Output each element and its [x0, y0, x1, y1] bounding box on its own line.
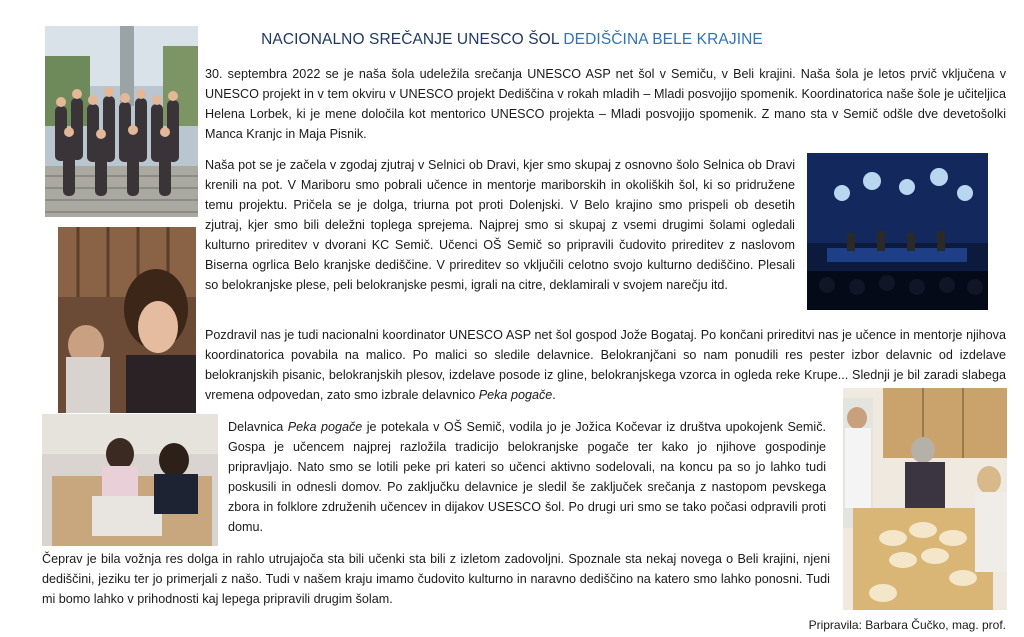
author-credit: Pripravila: Barbara Čučko, mag. prof. [808, 618, 1006, 632]
stage-photo [807, 153, 988, 310]
selfie-photo [58, 227, 196, 413]
paragraph-conclusion: Čeprav je bila vožnja res dolga in rahlo utrujajoča sta bili učenki sta bili z izletom zadovoljni. Spoznale sta nekaj novega o Beli krajini, njeni dediščini, jeziku ter jo primerjali z našo. Tudi v našem kraju imamo čudovito kulturno in naravno dediščino na katero smo lahko ponosni. Tudi mi bomo lahko v prihodnosti kaj lepega pripravili drugim šolam. [42, 552, 830, 606]
paragraph-journey: Naša pot se je začela v zgodaj zjutraj v Selnici ob Dravi, kjer smo skupaj z osnovno šolo Selnica ob Dravi krenili na pot. V Mariboru smo pobrali učence in mentorje mariborskih in okoliških šol, ki so pridružene temu projektu. Pričela se je dolga, triurna pot proti Dolenjski. V Belo krajino smo prispeli ob desetih zjutraj, kjer smo bili deležni toplega sprejema. Najprej smo si skupaj z vsemi drugimi šolami ogledali kulturno prireditev v dvorani KC Semič. Učenci OŠ Semič so pripravili čudovito prireditev z naslovom Biserna ogrlica Belo kranjske dediščine. V prireditev so vključili celotno svojo kulturno dediščino. Plesali so belokranjske plese, peli belokranjske pesmi, igrali na citre, deklamirali v svojem narečju itd. [205, 158, 795, 292]
group-photo [45, 26, 198, 217]
paragraph-workshops [205, 325, 1006, 405]
baking-workshop-emphasis: Peka pogače [287, 420, 363, 434]
workshop-table-photo [42, 414, 218, 546]
paragraph-intro: 30. septembra 2022 se je naša šola udeležila srečanja UNESCO ASP net šol v Semiču, v Beli krajini. Naša šola je letos prvič vključena v UNESCO projekt in v tem okviru v UNESCO projekt Dediščina v rokah mladih – Mladi posvojijo spomenik. Koordinatorica naše šole je učiteljica Helena Lorbek, ki je mene določila kot mentorico UNESCO projekta – Mladi posvojijo spomenik. Z mano sta v Semič odšle dve devetošolki Manca Kranjc in Maja Pisnik. [205, 67, 1006, 141]
baking-photo [843, 388, 1007, 610]
paragraph-baking-workshop [228, 417, 826, 537]
paragraph-baking-start: Delavnica [228, 420, 288, 434]
workshop-name-emphasis: Peka pogače [478, 388, 553, 402]
title-part-1: NACIONALNO SREČANJE UNESCO ŠOL [261, 31, 564, 48]
title-part-2: DEDIŠČINA BELE KRAJINE [563, 31, 763, 48]
paragraph-workshops-text: Pozdravil nas je tudi nacionalni koordinator UNESCO ASP net šol gospod Jože Bogataj. Po končani prireditvi nas je učence in mentorje njihova koordinatorica povabila na malico. Po malici so sledile delavnice. Belokranjčani so nam ponudili res pester izbor delavnic od izdelave belokranjskih pisanic, belokranjskih plesov, izdelave posode iz gline, belokranjskega vzorca in ogleda reke Krupe... Slednji je bil zaradi slabega vremena odpovedan, zato smo izbrale delavnico [205, 328, 1006, 402]
paragraph-baking-text: je potekala v OŠ Semič, vodila jo je Jožica Kočevar iz društva upokojenk Semič. Gospa je učencem najprej razložila tradicijo belokranjske pogače ter kako jo njihove gospodinje pripravljajo. Nato smo se lotili peke pri kateri so učenci aktivno sodelovali, na koncu pa so jo lahko tudi poskusili in odnesli domov. Po zaključku delavnice je sledil še zaključek srečanja z nastopom pevskega zbora in folklore združenih učencev in dijakov USESCO šol. Po drugi uri smo se tako počasi odpravili proti domu. [228, 420, 826, 534]
paragraph-workshops-end: . [552, 388, 556, 402]
